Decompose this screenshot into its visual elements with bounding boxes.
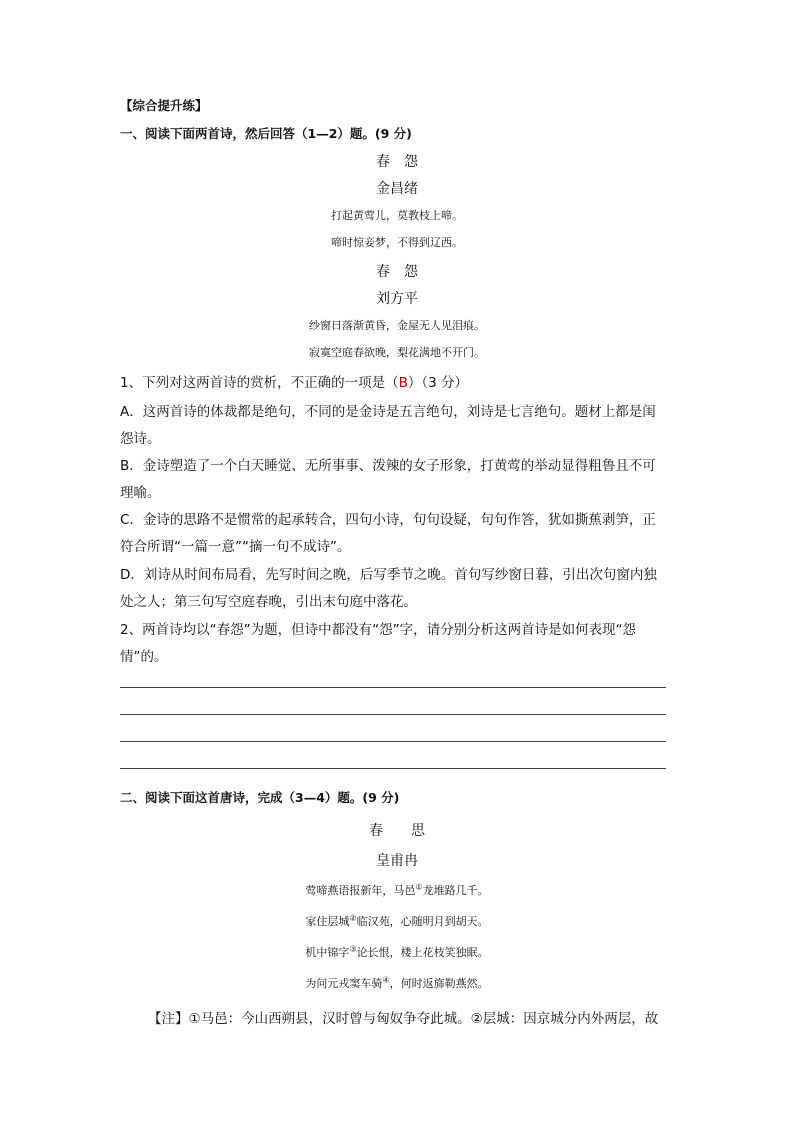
- poem3-note: 【注】①马邑：今山西朔县，汉时曾与匈奴争夺此城。②层城：因京城分内外两层，故: [148, 1011, 659, 1027]
- poem3-title: 春 思: [369, 823, 425, 839]
- option-c-line-1: C．金诗的思路不是惯常的起承转合，四句小诗，句句设疑，句句作答，犹如撕蕉剥笋，正: [120, 512, 656, 528]
- question-2-line-2: 情”的。: [120, 649, 168, 665]
- poem1-line-2: 啼时惊妾梦，不得到辽西。: [331, 236, 463, 249]
- answer-line[interactable]: [120, 768, 666, 769]
- option-c-line-2: 符合所谓“一篇一意”“摘一句不成诗”。: [120, 539, 351, 555]
- poem3-line-4: 为问元戎窦车骑④，何时返旆勒燕然。: [305, 975, 489, 990]
- poem2-line-1: 纱窗日落渐黄昏，金屋无人见泪痕。: [309, 319, 485, 332]
- poem3-author: 皇甫冉: [376, 853, 418, 869]
- answer-line[interactable]: [120, 741, 666, 742]
- option-d-line-1: D．刘诗从时间布局看，先写时间之晚，后写季节之晚。首句写纱窗日暮，引出次句窗内独: [120, 567, 657, 583]
- section-label: 【综合提升练】: [120, 98, 208, 113]
- poem3-line-3: 机中锦字③论长恨，楼上花枝笑独眠。: [305, 944, 489, 959]
- poem1-title: 春 怨: [376, 154, 418, 170]
- option-b-line-2: 理喻。: [120, 485, 161, 501]
- option-a-line-2: 怨诗。: [120, 431, 161, 447]
- question-1-answer: B: [398, 375, 408, 391]
- poem1-author: 金昌绪: [376, 181, 418, 197]
- question-2-line-1: 2、两首诗均以“春怨”为题，但诗中都没有“怨”字，请分别分析这两首诗是如何表现“怨: [120, 622, 637, 638]
- section2-heading: 二、阅读下面这首唐诗，完成（3—4）题。(9 分): [120, 790, 400, 805]
- section1-heading: 一、阅读下面两首诗，然后回答（1—2）题。(9 分): [120, 126, 412, 141]
- poem1-line-1: 打起黄莺儿，莫教枝上啼。: [331, 209, 463, 222]
- option-a-line-1: A．这两首诗的体裁都是绝句，不同的是金诗是五言绝句，刘诗是七言绝句。题材上都是闺: [120, 404, 656, 420]
- option-d-line-2: 处之人；第三句写空庭春晚，引出末句庭中落花。: [120, 594, 417, 610]
- poem2-title: 春 怨: [376, 264, 418, 280]
- poem3-line-1: 莺啼燕语报新年，马邑①龙堆路几千。: [305, 882, 489, 897]
- answer-line[interactable]: [120, 687, 666, 688]
- option-b-line-1: B．金诗塑造了一个白天睡觉、无所事事、泼辣的女子形象，打黄莺的举动显得粗鲁且不可: [120, 458, 656, 474]
- poem2-author: 刘方平: [376, 291, 418, 307]
- answer-line[interactable]: [120, 714, 666, 715]
- question-1-stem: 1、下列对这两首诗的赏析，不正确的一项是（B）（3 分）: [120, 375, 468, 391]
- poem2-line-2: 寂寞空庭春欲晚，梨花满地不开门。: [309, 346, 485, 359]
- poem3-line-2: 家住层城②临汉苑，心随明月到胡天。: [305, 913, 489, 928]
